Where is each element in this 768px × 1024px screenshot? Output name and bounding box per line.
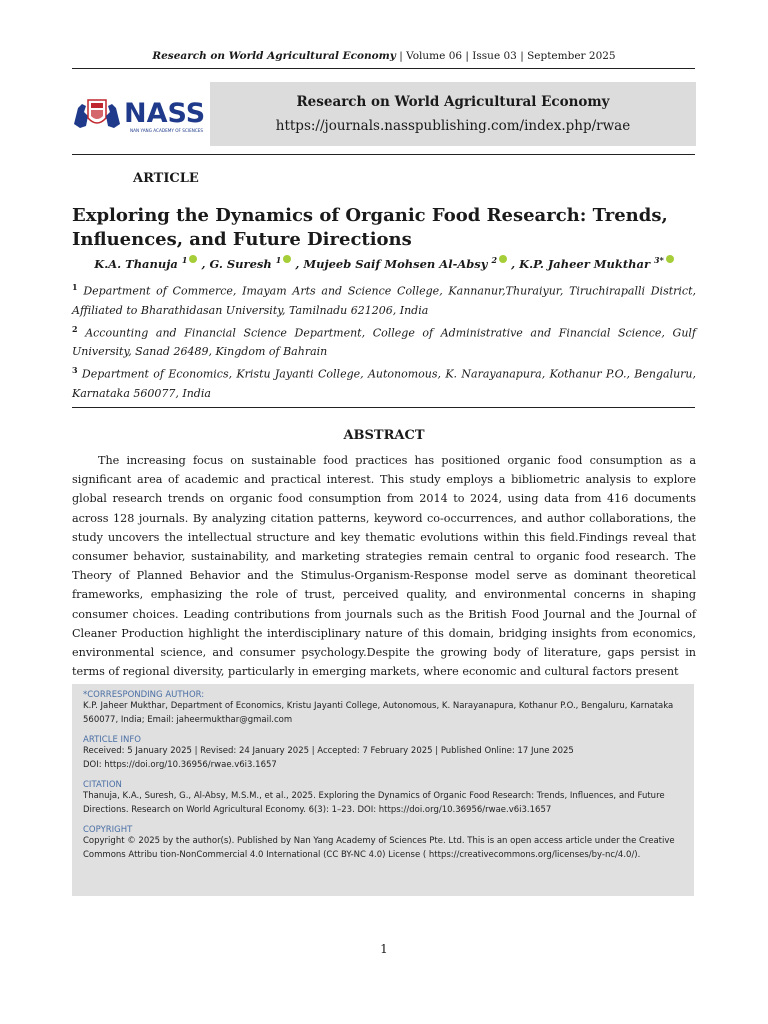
author-1[interactable]: K.A. Thanuja — [94, 256, 178, 271]
corresponding-author-label: *CORRESPONDING AUTHOR: — [83, 690, 205, 700]
corresponding-author-text: K.P. Jaheer Mukthar, Department of Economics, Kristu Jayanti College, Autonomous, K. Narayanapura, Kothanur P.O., Bengaluru, Karnataka 560077, India; Email: jaheermukthar@gmail.com — [83, 701, 674, 725]
orcid-icon[interactable] — [666, 255, 674, 263]
logo-subtitle: NAN YANG ACADEMY OF SCIENCES — [130, 128, 204, 133]
nass-logo — [72, 90, 212, 138]
copyright-text: Copyright © 2025 by the author(s). Published by Nan Yang Academy of Sciences Pte. Ltd. This is an open access article under the Creative Commons Attribu tion-NonCommercial 4.0 International (CC BY-NC 4.0) License ( https://creativecommons.org/licenses/by-nc/4.0/). — [83, 836, 675, 860]
affiliation-1: $^1$ Department of Commerce, Imayam Arts and Science College, Kannanur,Thuraiyur, Tiruchirapalli District, Affiliated to Bharathidasan University, Tamilnadu 621206, India — [72, 282, 696, 317]
citation-label: CITATION — [83, 780, 122, 790]
page-number: 1 — [380, 942, 388, 956]
journal-banner — [210, 82, 696, 146]
author-list: K.A. Thanuja $^1$ , G. Suresh $^1$ , Mujeeb Saif Mohsen Al-Absy $^2$ , K.P. Jaheer Mukthar $^{3*}$ — [72, 255, 696, 271]
author-3-sup: 2 — [491, 255, 498, 265]
logo-text: NASS — [124, 98, 206, 129]
abstract-text: The increasing focus on sustainable food practices has positioned organic food consumption as a significant area of academic and practical interest. This study employs a bibliometric analysis to explore global research trends on organic food consumption from 2014 to 2024, using data from 416 documents across 128 journals. By analyzing citation patterns, keyword co-occurrences, and author collaborations, the study uncovers the intellectual structure and key thematic evolutions within this field.Findings reveal that consumer behavior, sustainability, and marketing strategies remain central to organic food research. The Theory of Planned Behavior and the Stimulus-Organism-Response model serve as dominant theoretical frameworks, emphasizing the role of trust, perceived quality, and environmental concerns in shaping consumer choices. Leading contributions from journals such as the British Food Journal and the Journal of Cleaner Production highlight the interdisciplinary nature of this domain, bridging insights from economics, environmental science, and consumer psychology.Despite the growing body of literature, gaps persist in terms of regional diversity, particularly in emerging markets, where economic and cultural factors present — [72, 454, 696, 679]
abstract-heading: ABSTRACT — [343, 428, 425, 443]
affiliation-3: $^3$ Department of Economics, Kristu Jayanti College, Autonomous, K. Narayanapura, Kothanur P.O., Bengaluru, Karnataka 560077, India — [72, 365, 697, 400]
running-head — [72, 50, 696, 62]
orcid-icon[interactable] — [283, 255, 291, 263]
author-2-sup: 1 — [275, 255, 282, 265]
citation-text: Thanuja, K.A., Suresh, G., Al-Absy, M.S.M., et al., 2025. Exploring the Dynamics of Organic Food Research: Trends, Influences, and Future Directions. Research on World Agricultural Economy. 6(3): 1–23. DOI: https://doi.org/10.36956/rwae.v6i3.1657 — [83, 791, 665, 815]
author-4[interactable]: K.P. Jaheer Mukthar — [519, 256, 651, 271]
running-head-issue: | Volume 06 | Issue 03 | September 2025 — [395, 50, 616, 62]
copyright-label: COPYRIGHT — [83, 825, 133, 835]
affiliation-rule — [72, 407, 695, 408]
header-rule — [72, 68, 695, 69]
affiliations — [72, 278, 696, 403]
article-info-box — [72, 684, 694, 896]
orcid-icon[interactable] — [499, 255, 507, 263]
affiliation-2: $^2$ Accounting and Financial Science Department, College of Administrative and Financial Science, Gulf University, Sanad 26489, Kingdom of Bahrain — [72, 323, 696, 359]
author-3[interactable]: Mujeeb Saif Mohsen Al-Absy — [303, 256, 488, 271]
running-head-journal: Research on World Agricultural Economy — [152, 50, 396, 62]
paper-title: Exploring the Dynamics of Organic Food Research: Trends, Influences, and Future Directions — [72, 205, 668, 250]
orcid-icon[interactable] — [189, 255, 197, 263]
article-doi[interactable]: DOI: https://doi.org/10.36956/rwae.v6i3.1657 — [83, 759, 277, 770]
article-type: ARTICLE — [133, 171, 199, 186]
banner-rule — [72, 154, 695, 155]
journal-title: Research on World Agricultural Economy — [296, 94, 610, 110]
author-2[interactable]: G. Suresh — [209, 256, 272, 271]
journal-url[interactable]: https://journals.nasspublishing.com/index.php/rwae — [275, 118, 631, 134]
author-4-sup: 3* — [654, 255, 664, 265]
author-1-sup: 1 — [181, 255, 188, 265]
article-dates: Received: 5 January 2025 | Revised: 24 January 2025 | Accepted: 7 February 2025 | Published Online: 17 June 2025 — [83, 746, 574, 756]
article-info-label: ARTICLE INFO — [83, 735, 141, 745]
